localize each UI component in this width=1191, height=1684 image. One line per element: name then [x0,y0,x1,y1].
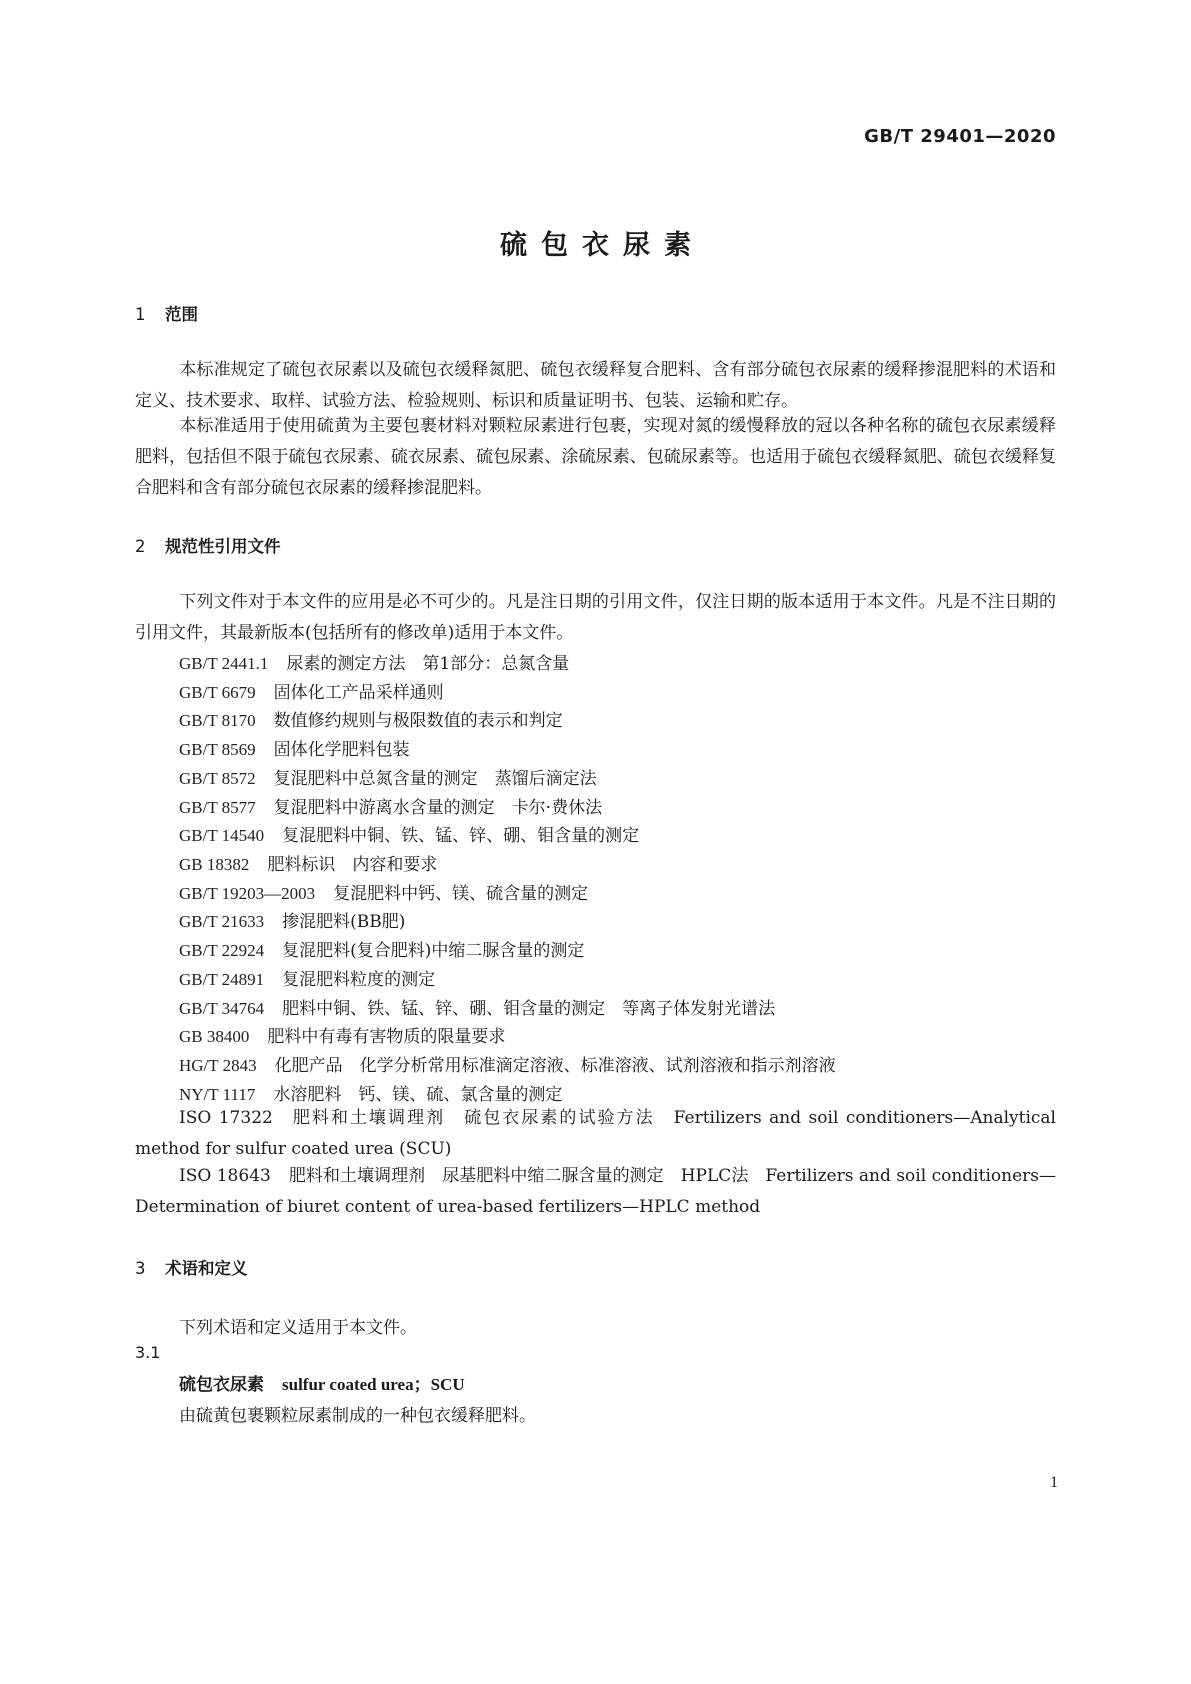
reference-item: GB/T 8577 复混肥料中游离水含量的测定 卡尔·费休法 [179,798,603,818]
reference-item-long: ISO 18643 肥料和土壤调理剂 尿基肥料中缩二脲含量的测定 HPLC法 Fertilizers and soil conditioners—Determination of biuret content of urea-based fertilizers—HPLC method [135,1166,1056,1217]
term-definition: 由硫黄包裹颗粒尿素制成的一种包衣缓释肥料。 [179,1406,536,1426]
reference-item-long: ISO 17322 肥料和土壤调理剂 硫包衣尿素的试验方法 Fertilizers and soil conditioners—Analytical method for sulfur coated urea (SCU) [135,1108,1056,1159]
standard-number: GB/T 29401—2020 [864,126,1056,147]
reference-item: GB/T 8569 固体化学肥料包装 [179,740,410,760]
reference-item: GB 38400 肥料中有毒有害物质的限量要求 [179,1027,506,1047]
reference-item: GB/T 21633 掺混肥料(BB肥) [179,912,406,932]
section-1-heading [135,301,198,325]
section-3-intro: 下列术语和定义适用于本文件。 [179,1318,417,1338]
reference-item: GB/T 24891 复混肥料粒度的测定 [179,970,436,990]
term-en: sulfur coated urea；SCU [282,1375,465,1394]
reference-item: GB/T 22924 复混肥料(复合肥料)中缩二脲含量的测定 [179,941,585,961]
section-2-number: 2 [135,537,146,556]
term-entry [179,1370,465,1395]
reference-item: HG/T 2843 化肥产品 化学分析常用标准滴定溶液、标准溶液、试剂溶液和指示剂溶液 [179,1056,836,1076]
reference-item: GB/T 19203—2003 复混肥料中钙、镁、硫含量的测定 [179,884,589,904]
reference-item: GB/T 2441.1 尿素的测定方法 第1部分：总氮含量 [179,654,570,674]
section-1-paragraph-1: 本标准规定了硫包衣尿素以及硫包衣缓释氮肥、硫包衣缓释复合肥料、含有部分硫包衣尿素的缓释掺混肥料的术语和定义、技术要求、取样、试验方法、检验规则、标识和质量证明书、包装、运输和贮存。 [135,360,1056,411]
section-3-title: 术语和定义 [165,1259,248,1278]
reference-item: NY/T 1117 水溶肥料 钙、镁、硫、氯含量的测定 [179,1085,563,1105]
section-3-number: 3 [135,1259,146,1278]
reference-item: GB/T 8572 复混肥料中总氮含量的测定 蒸馏后滴定法 [179,769,597,789]
term-zh: 硫包衣尿素 [179,1375,264,1395]
document-title: 硫包衣尿素 [500,230,705,261]
reference-item: GB 18382 肥料标识 内容和要求 [179,855,438,875]
section-3-heading [135,1255,248,1279]
section-2-title: 规范性引用文件 [165,537,281,556]
section-2-intro: 下列文件对于本文件的应用是必不可少的。凡是注日期的引用文件，仅注日期的版本适用于本文件。凡是不注日期的引用文件，其最新版本(包括所有的修改单)适用于本文件。 [135,592,1056,643]
page-number: 1 [1050,1474,1058,1491]
reference-item: GB/T 34764 肥料中铜、铁、锰、锌、硼、钼含量的测定 等离子体发射光谱法 [179,999,776,1019]
reference-item: GB/T 8170 数值修约规则与极限数值的表示和判定 [179,711,563,731]
reference-item: GB/T 14540 复混肥料中铜、铁、锰、锌、硼、钼含量的测定 [179,826,640,846]
section-1-paragraph-2: 本标准适用于使用硫黄为主要包裹材料对颗粒尿素进行包裹，实现对氮的缓慢释放的冠以各种名称的硫包衣尿素缓释肥料，包括但不限于硫包衣尿素、硫衣尿素、硫包尿素、涂硫尿素、包硫尿素等。也适用于硫包衣缓释氮肥、硫包衣缓释复合肥料和含有部分硫包衣尿素的缓释掺混肥料。 [135,416,1056,498]
term-number: 3.1 [135,1343,161,1362]
reference-item: GB/T 6679 固体化工产品采样通则 [179,683,444,703]
section-2-heading [135,533,281,557]
section-1-title: 范围 [165,305,198,324]
section-1-number: 1 [135,305,146,324]
